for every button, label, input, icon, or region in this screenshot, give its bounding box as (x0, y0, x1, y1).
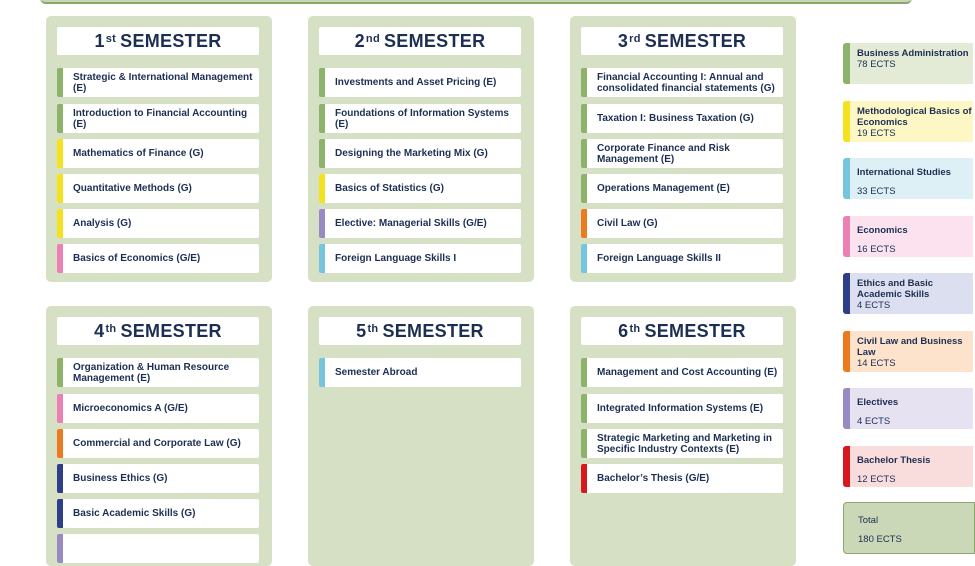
course-card (57, 244, 259, 273)
legend-color-bar (843, 273, 850, 314)
course-card (57, 499, 259, 528)
course-name: Foreign Language Skills I (335, 253, 457, 264)
legend-text (850, 446, 930, 487)
course-name: Commercial and Corporate Law (G) (73, 438, 241, 449)
semester-ordinal-suffix: th (105, 323, 117, 335)
legend-text (850, 388, 898, 429)
semester-ordinal-suffix: th (629, 323, 641, 335)
course-name: Semester Abroad (335, 367, 418, 378)
course-card (581, 139, 783, 168)
semester-title (319, 317, 521, 345)
course-name: Bachelor’s Thesis (G/E) (597, 473, 710, 484)
total-label: Total (858, 515, 879, 526)
legend-ects: 19 ECTS (857, 128, 896, 139)
course-name: Integrated Information Systems (E) (597, 403, 764, 414)
legend-color-bar (843, 388, 850, 429)
course-name: Business Ethics (G) (73, 473, 168, 484)
course-name: Introduction to Financial Accounting (E) (73, 107, 248, 130)
course-name: Corporate Finance and Risk Management (E) (597, 142, 730, 165)
total-ects-box (843, 502, 975, 554)
course-name: Analysis (G) (73, 218, 132, 229)
legend-color-bar (843, 216, 850, 257)
course-card (57, 68, 259, 97)
course-name: Investments and Asset Pricing (E) (335, 77, 497, 88)
course-name: Civil Law (G) (597, 218, 658, 229)
course-name: Foreign Language Skills II (597, 253, 721, 264)
legend-text (850, 158, 951, 199)
semester-label: SEMESTER (120, 320, 222, 341)
course-card (57, 139, 259, 168)
course-card (57, 429, 259, 458)
legend-ects: 78 ECTS (857, 59, 896, 70)
course-card (57, 104, 259, 133)
semester-4 (46, 306, 272, 566)
legend-category-name: International Studies (857, 167, 951, 178)
legend-color-bar (843, 158, 850, 199)
course-card (57, 534, 259, 563)
course-card (581, 244, 783, 273)
legend-text (850, 273, 973, 314)
course-card (57, 209, 259, 238)
legend-ects: 14 ECTS (857, 358, 896, 369)
legend-category-name: Ethics and Basic Academic Skills (857, 278, 934, 300)
legend-category-name: Civil Law and Business Law (857, 336, 963, 358)
course-name: Elective: Managerial Skills (G/E) (335, 218, 487, 229)
legend-category-name: Electives (857, 397, 899, 408)
legend-text (850, 331, 973, 372)
course-card (581, 68, 783, 97)
legend-item (843, 101, 973, 142)
course-card (581, 429, 783, 458)
semester-title (581, 317, 783, 345)
course-card (57, 358, 259, 387)
course-card (57, 174, 259, 203)
course-name: Taxation I: Business Taxation (G) (597, 113, 754, 124)
legend-color-bar (843, 43, 850, 84)
course-name: Quantitative Methods (G) (73, 183, 192, 194)
semester-2 (308, 16, 534, 282)
course-name: Strategic Marketing and Marketing in Specific Industry Contexts (E) (597, 432, 773, 455)
legend-color-bar (843, 101, 850, 142)
semester-ordinal-suffix: rd (629, 33, 641, 45)
legend-text (850, 43, 969, 84)
legend-ects: 12 ECTS (857, 474, 896, 485)
semester-ordinal-suffix: nd (365, 33, 380, 45)
course-card (581, 464, 783, 493)
semester-label: SEMESTER (382, 320, 484, 341)
semester-title (319, 27, 521, 55)
course-name: Microeconomics A (G/E) (73, 403, 188, 414)
semester-number: 1 (94, 30, 105, 51)
semester-title (581, 27, 783, 55)
legend-category-name: Methodological Basics of Economics (857, 106, 972, 128)
semester-label: SEMESTER (644, 30, 747, 51)
legend-item (843, 43, 973, 84)
total-ects: 180 ECTS (858, 534, 902, 545)
course-card (581, 174, 783, 203)
course-name: Mathematics of Finance (G) (73, 148, 204, 159)
legend-item (843, 216, 973, 257)
course-name: Basics of Economics (G/E) (73, 253, 201, 264)
legend-item (843, 388, 973, 429)
course-card (319, 209, 521, 238)
legend-ects: 4 ECTS (857, 416, 891, 427)
legend-category-name: Business Administration (857, 48, 969, 59)
semester-5 (308, 306, 534, 566)
course-name: Basic Academic Skills (G) (73, 508, 196, 519)
course-name: Management and Cost Accounting (E) (597, 367, 778, 378)
course-card (581, 394, 783, 423)
course-card (319, 244, 521, 273)
course-name: Operations Management (E) (597, 183, 730, 194)
legend-item (843, 446, 973, 487)
semester-ordinal-suffix: th (367, 323, 379, 335)
semester-label: SEMESTER (120, 30, 222, 51)
course-card (581, 104, 783, 133)
semester-number: 2 (354, 30, 365, 51)
semester-label: SEMESTER (644, 320, 746, 341)
course-name: Financial Accounting I: Annual and consolidated financial statements (G) (597, 71, 775, 94)
course-card (319, 139, 521, 168)
semester-ordinal-suffix: st (105, 33, 117, 45)
course-name: Basics of Statistics (G) (335, 183, 444, 194)
course-card (319, 174, 521, 203)
course-card (581, 358, 783, 387)
legend-item (843, 331, 973, 372)
legend-ects: 4 ECTS (857, 300, 891, 311)
top-banner-edge (40, 0, 912, 4)
category-color-bar (57, 534, 63, 563)
course-name: Designing the Marketing Mix (G) (335, 148, 488, 159)
semester-title (57, 27, 259, 55)
semester-number: 4 (94, 320, 105, 341)
course-name: Strategic & International Management (E) (73, 71, 253, 94)
course-card (319, 68, 521, 97)
legend-category-name: Bachelor Thesis (857, 455, 931, 466)
course-card (319, 104, 521, 133)
semester-6 (570, 306, 796, 566)
semester-1 (46, 16, 272, 282)
course-card (581, 209, 783, 238)
course-card (319, 358, 521, 387)
legend-text (850, 101, 973, 142)
semester-number: 5 (356, 320, 367, 341)
legend-color-bar (843, 331, 850, 372)
semester-title (57, 317, 259, 345)
legend-ects: 33 ECTS (857, 186, 896, 197)
legend-text (850, 216, 908, 257)
semester-number: 6 (618, 320, 629, 341)
semester-number: 3 (617, 30, 629, 51)
legend-ects: 16 ECTS (857, 244, 896, 255)
course-card (57, 394, 259, 423)
course-name: Organization & Human Resource Management (E) (73, 361, 230, 384)
legend-category-name: Economics (857, 225, 908, 236)
semester-3 (570, 16, 796, 282)
legend-color-bar (843, 446, 850, 487)
semester-label: SEMESTER (383, 30, 486, 51)
legend-item (843, 273, 973, 314)
course-name: Foundations of Information Systems (E) (335, 107, 509, 130)
course-card (57, 464, 259, 493)
legend-item (843, 158, 973, 199)
